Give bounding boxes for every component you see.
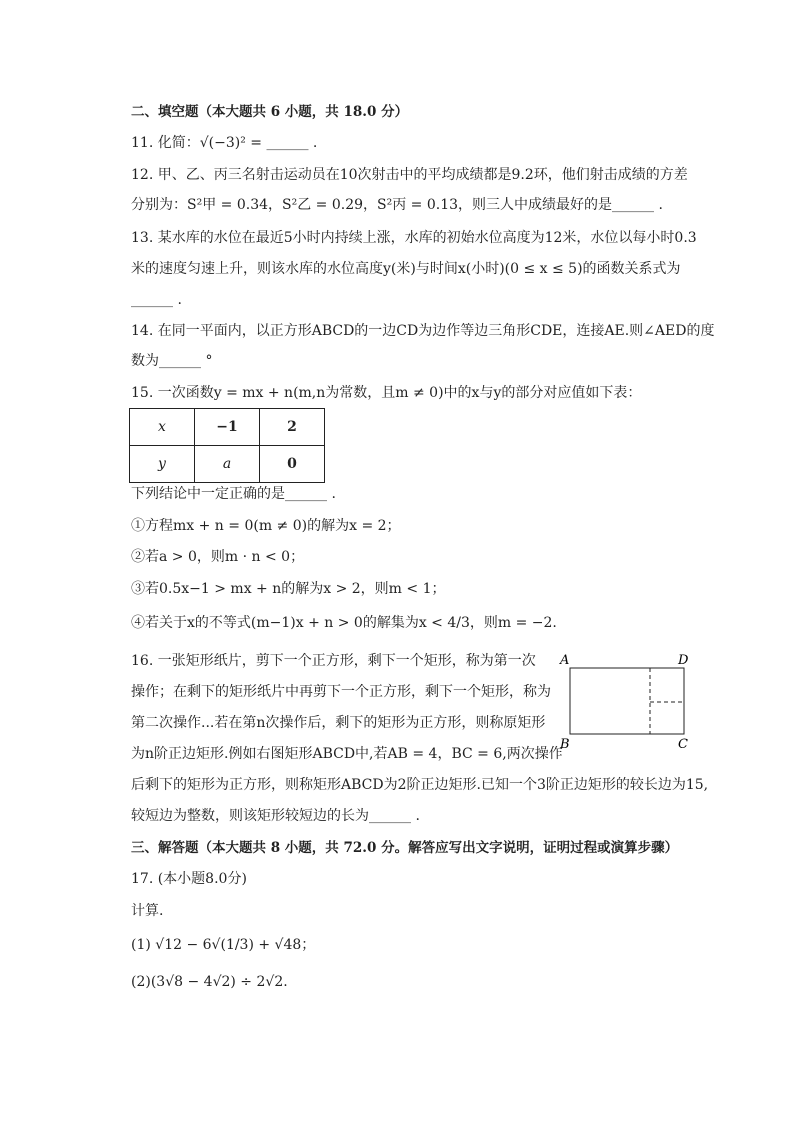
question-17-part-2: (2)(3√8 − 4√2) ÷ 2√2. [131, 974, 288, 990]
rectangle-figure [556, 648, 696, 752]
question-15-option-4: ④若关于x的不等式(m−1)x + n > 0的解集为x < 4/3，则m = −2. [131, 615, 557, 631]
vertex-label-d: D [678, 653, 689, 668]
vertex-label-a: A [560, 653, 570, 668]
question-17-part-1: (1) √12 − 6√(1/3) + √48； [131, 937, 316, 953]
question-13-line-1: 13. 某水库的水位在最近5小时内持续上涨，水库的初始水位高度为12米，水位以每小时0.3 [131, 230, 697, 246]
question-15-option-3: ③若0.5x−1 > mx + n的解为x > 2，则m < 1； [131, 581, 446, 597]
question-13-line-3: ______ . [131, 292, 182, 308]
question-12-line-1: 12. 甲、乙、丙三名射击运动员在10次射击中的平均成绩都是9.2环，他们射击成绩的方差 [131, 167, 688, 183]
value-table [129, 408, 325, 483]
question-16-line-4: 为n阶正边矩形.例如右图矩形ABCD中,若AB = 4，BC = 6,两次操作 [131, 746, 563, 762]
vertex-label-c: C [678, 737, 688, 752]
section-2-heading: 二、填空题（本大题共 6 小题，共 18.0 分） [131, 104, 409, 120]
question-12-line-2: 分别为：S²甲 = 0.34，S²乙 = 0.29，S²丙 = 0.13，则三人中成绩最好的是______ . [131, 197, 663, 213]
question-15-option-1: ①方程mx + n = 0(m ≠ 0)的解为x = 2； [131, 518, 401, 534]
question-14-line-2: 数为______ ° [131, 353, 213, 369]
question-14-line-1: 14. 在同一平面内，以正方形ABCD的一边CD为边作等边三角形CDE，连接AE.则∠AED的度 [131, 323, 715, 339]
table-row [130, 409, 325, 446]
question-16-line-2: 操作；在剩下的矩形纸片中再剪下一个正方形，剩下一个矩形，称为 [131, 684, 551, 700]
table-row [130, 446, 325, 483]
question-15-prompt: 下列结论中一定正确的是______ . [131, 486, 336, 502]
question-11: 11. 化简：√(−3)² = ______ . [131, 135, 318, 151]
question-16-line-6: 较短边为整数，则该矩形较短边的长为______ . [131, 808, 420, 824]
section-3-heading: 三、解答题（本大题共 8 小题，共 72.0 分。解答应写出文字说明，证明过程或演算步骤） [131, 840, 679, 856]
table-cell: x [130, 409, 195, 446]
question-16-line-3: 第二次操作...若在第n次操作后，剩下的矩形为正方形，则称原矩形 [131, 715, 546, 731]
question-16-line-1: 16. 一张矩形纸片，剪下一个正方形，剩下一个矩形，称为第一次 [131, 653, 536, 669]
vertex-label-b: B [560, 737, 570, 752]
question-17-title: 17. (本小题8.0分) [131, 871, 247, 887]
question-16-line-5: 后剩下的矩形为正方形，则称矩形ABCD为2阶正边矩形.已知一个3阶正边矩形的较长边为15, [131, 777, 709, 793]
rectangle-abcd [570, 668, 684, 734]
table-cell: 2 [260, 409, 325, 446]
table-cell: 0 [260, 446, 325, 483]
question-13-line-2: 米的速度匀速上升，则该水库的水位高度y(米)与时间x(小时)(0 ≤ x ≤ 5)的函数关系式为 [131, 261, 681, 277]
table-cell: y [130, 446, 195, 483]
question-17-instruction: 计算. [131, 903, 164, 919]
table-cell: −1 [195, 409, 260, 446]
table-cell: a [195, 446, 260, 483]
question-15-line-1: 15. 一次函数y = mx + n(m,n为常数，且m ≠ 0)中的x与y的部分对应值如下表： [131, 385, 642, 401]
question-15-option-2: ②若a > 0，则m · n < 0； [131, 549, 305, 565]
